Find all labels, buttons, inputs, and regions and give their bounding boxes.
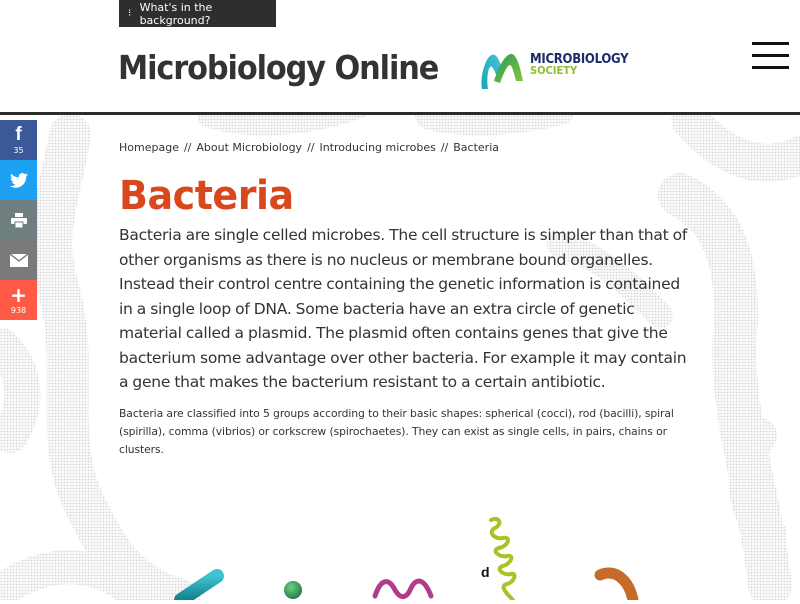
microbiology-society-logo[interactable] xyxy=(478,51,639,91)
breadcrumb-bacteria[interactable]: Bacteria xyxy=(453,141,500,154)
plus-icon: + xyxy=(10,282,27,307)
print-icon xyxy=(11,213,27,228)
bacteria-shapes-illustration xyxy=(119,500,679,600)
spirillum-shape xyxy=(375,581,431,597)
breadcrumb-separator: // xyxy=(307,141,315,154)
breadcrumb-separator: // xyxy=(183,141,192,154)
breadcrumb-about-microbiology[interactable]: About Microbiology xyxy=(196,141,303,154)
illustration-label-d: d xyxy=(481,564,490,580)
hamburger-menu-icon[interactable] xyxy=(752,42,789,69)
twitter-icon xyxy=(10,173,28,188)
facebook-share-count: 35 xyxy=(13,145,24,155)
twitter-share-button[interactable] xyxy=(0,160,37,200)
facebook-share-button[interactable] xyxy=(0,120,37,160)
email-share-button[interactable] xyxy=(0,240,37,280)
bacteria-shapes-image xyxy=(119,500,679,600)
header-divider xyxy=(0,112,800,115)
more-share-button[interactable] xyxy=(0,280,37,320)
intro-paragraph: Bacteria are single celled microbes. The cell structure is simpler than that of other organisms as there is no nucleus or membrane bound organelles. Instead their control centre containing the genetic information is contained in a single loop of DNA. Some bacteria have an extra circle of genetic material called a plasmid. The plasmid often contains genes that give the bacterium some advantage over other bacteria. For example it may contain a gene that makes the bacterium resistant to a certain antibiotic. xyxy=(119,226,688,391)
site-header xyxy=(0,0,800,112)
facebook-icon: f xyxy=(15,123,22,145)
social-share-bar xyxy=(0,120,37,320)
total-share-count: 938 xyxy=(10,305,27,315)
rod-bacillus-shape xyxy=(181,576,217,600)
society-name-line2: SOCIETY xyxy=(530,64,578,77)
breadcrumb-homepage[interactable]: Homepage xyxy=(119,141,179,154)
vibrio-shape xyxy=(600,573,633,600)
page-title: Bacteria xyxy=(119,173,294,219)
breadcrumb xyxy=(119,141,689,154)
print-button[interactable] xyxy=(0,200,37,240)
whats-in-background-label: What's in the background? xyxy=(139,0,213,27)
email-icon xyxy=(10,254,28,267)
coccus-shape xyxy=(284,581,302,599)
classification-paragraph: Bacteria are classified into 5 groups according to their basic shapes: spherical (cocci), rod (bacilli), spiral (spirilla), comma (vibrios) or corkscrew (spirochaetes). They can exist as single cells, in pairs, chains or clusters. xyxy=(119,406,674,456)
whats-in-background-button[interactable] xyxy=(119,0,276,27)
society-name-line1: MICROBIOLOGY xyxy=(530,52,629,67)
spirochaete-shape xyxy=(491,519,514,600)
main-content xyxy=(119,115,689,469)
society-m-icon xyxy=(478,51,524,91)
grid-dots-icon: ⁝ xyxy=(128,8,131,19)
breadcrumb-separator: // xyxy=(440,141,449,154)
site-title-logo[interactable]: Microbiology Online xyxy=(118,48,439,87)
breadcrumb-introducing-microbes[interactable]: Introducing microbes xyxy=(319,141,436,154)
